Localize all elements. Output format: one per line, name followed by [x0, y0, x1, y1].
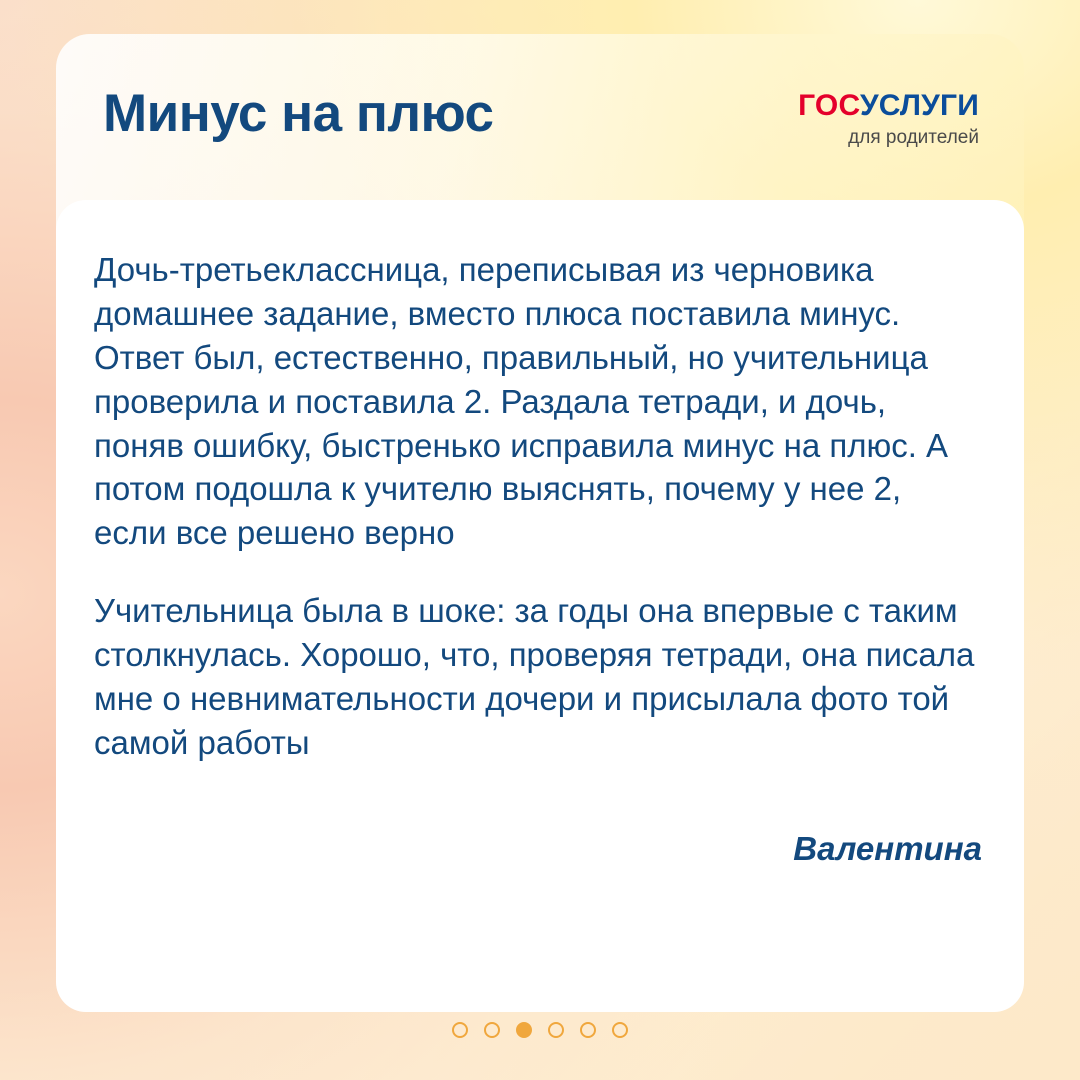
pagination-dot[interactable] — [452, 1022, 468, 1038]
pagination-dot[interactable] — [580, 1022, 596, 1038]
story-text — [94, 248, 980, 765]
brand-word-uslugi: УСЛУГИ — [859, 89, 979, 122]
pagination-dot[interactable] — [548, 1022, 564, 1038]
gosuslugi-logo — [798, 91, 979, 147]
pagination-dot[interactable] — [612, 1022, 628, 1038]
card-header — [56, 34, 1024, 200]
brand-subtitle: для родителей — [848, 127, 979, 148]
carousel-pagination[interactable] — [0, 1022, 1080, 1038]
story-paragraph: Дочь-третьеклассница, переписывая из черновика домашнее задание, вместо плюса поставила минус. Ответ был, естественно, правильный, но учительница проверила и поставила 2. Раздала тетради, и дочь, поняв ошибку, быстренько исправила минус на плюс. А потом подошла к учителю выяснять, почему у нее 2, если все решено верно — [94, 251, 949, 552]
pagination-dot-active[interactable] — [516, 1022, 532, 1038]
brand-word-gos: ГОС — [798, 89, 860, 122]
author-signature: Валентина — [793, 830, 982, 867]
page-title: Минус на плюс — [103, 84, 494, 143]
content-card — [56, 34, 1024, 1012]
brand-wordmark — [798, 91, 979, 121]
story-panel — [56, 200, 1024, 1012]
pagination-dot[interactable] — [484, 1022, 500, 1038]
story-paragraph: Учительница была в шоке: за годы она впервые с таким столкнулась. Хорошо, что, проверяя тетради, она писала мне о невнимательности дочери и присылала фото той самой работы — [94, 592, 975, 761]
